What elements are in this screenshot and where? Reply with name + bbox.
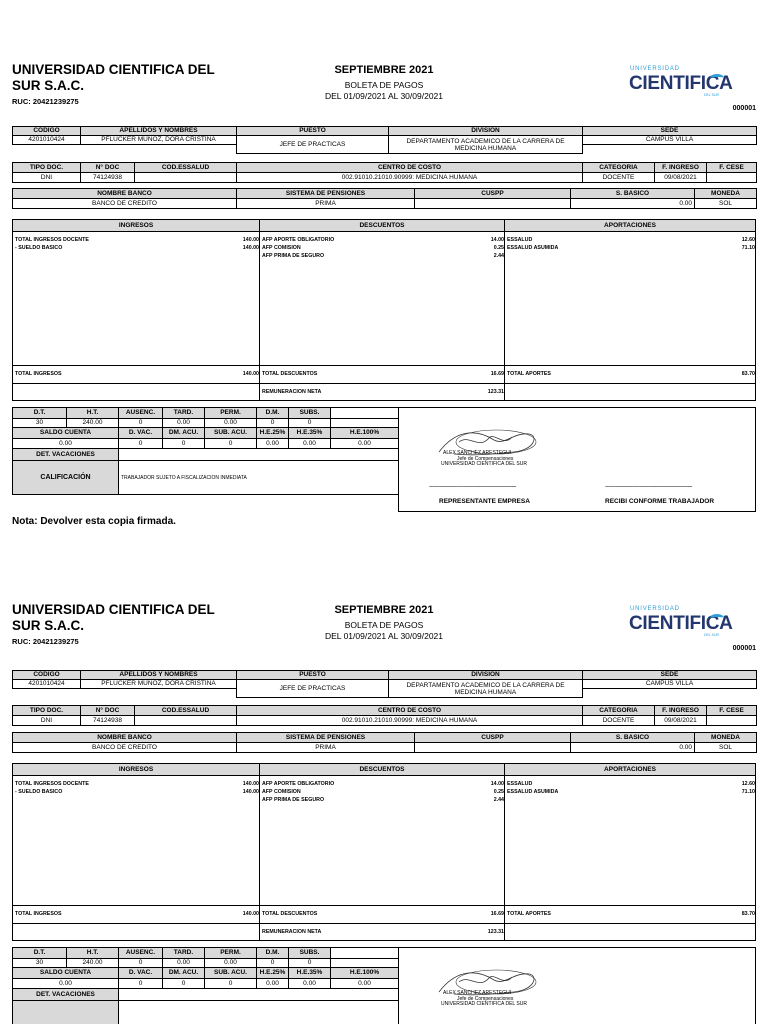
aportaciones-column — [504, 764, 755, 940]
header-he100: H.E.100% — [331, 968, 399, 979]
header-categoria: CATEGORIA — [583, 163, 655, 173]
descuentos-item — [260, 796, 504, 804]
aportaciones-net-blank — [505, 923, 755, 941]
signer-name: ALEX SANCHEZ ARESTEGUI — [443, 990, 512, 996]
item-label: AFP APORTE OBLIGATORIO — [262, 781, 335, 787]
signer-role: Jefe de Compensaciones — [457, 456, 514, 462]
blank-cell — [331, 959, 399, 968]
value-nombres: PFLUCKER MUNOZ, DORA CRISTINA — [81, 136, 237, 145]
university-logo — [622, 598, 752, 640]
header-sede: SEDE — [583, 671, 757, 680]
ingresos-column — [13, 220, 259, 400]
blank-cell — [583, 145, 757, 154]
header-det-vacaciones: DET. VACACIONES — [13, 989, 119, 1001]
ingresos-total — [13, 905, 259, 923]
ingresos-column — [13, 764, 259, 940]
value-sub-acu: 0 — [205, 439, 257, 449]
aportaciones-item — [505, 244, 755, 252]
header-he35: H.E.35% — [289, 968, 331, 979]
header-tard: TARD. — [163, 408, 205, 419]
value-centro-costo: 002.91010.21010.90999: MEDICINA HUMANA — [237, 173, 583, 183]
total-value: 83.70 — [741, 911, 755, 917]
value-tipo-doc: DNI — [13, 716, 81, 726]
payslip-number: 000001 — [732, 105, 756, 112]
company-ruc: RUC: 20421239275 — [12, 637, 79, 646]
descuentos-column — [259, 764, 504, 940]
value-sub-acu: 0 — [205, 979, 257, 989]
total-label: TOTAL INGRESOS — [15, 371, 62, 377]
descuentos-total — [260, 905, 504, 923]
value-cod-essalud — [135, 173, 237, 183]
company-name: UNIVERSIDAD CIENTIFICA DEL SUR S.A.C. — [12, 602, 215, 633]
item-value: 71.10 — [741, 789, 755, 795]
header-codigo: CODIGO — [13, 127, 81, 136]
header-he25: H.E.25% — [257, 428, 289, 439]
header-centro-costo: CENTRO DE COSTO — [237, 163, 583, 173]
blank-cell — [583, 689, 757, 698]
logo-small-text: UNIVERSIDAD — [630, 606, 680, 612]
header-division: DIVISION — [389, 671, 583, 680]
aportaciones-total — [505, 905, 755, 923]
ingresos-title: INGRESOS — [13, 220, 259, 232]
note-text: Nota: Devolver esta copia firmada. — [12, 516, 176, 527]
aportaciones-column — [504, 220, 755, 400]
signature-box — [398, 407, 756, 512]
header-perm: PERM. — [205, 408, 257, 419]
value-num-doc: 74124938 — [81, 716, 135, 726]
signer-name: ALEX SANCHEZ ARESTEGUI — [443, 450, 512, 456]
net-pay-row — [260, 923, 504, 941]
value-puesto: JEFE DE PRACTICAS — [237, 680, 389, 698]
value-he35: 0.00 — [289, 979, 331, 989]
value-det-vacaciones — [119, 989, 399, 1001]
value-subs: 0 — [289, 959, 331, 968]
header-codigo: CODIGO — [13, 671, 81, 680]
total-label: TOTAL DESCUENTOS — [262, 371, 318, 377]
item-value: 71.10 — [741, 245, 755, 251]
blank-cell — [81, 145, 237, 154]
value-codigo: 4201010424 — [13, 680, 81, 689]
employee-info-table — [12, 670, 757, 698]
company-name: UNIVERSIDAD CIENTIFICA DEL SUR S.A.C. — [12, 62, 215, 93]
blank-cell — [81, 689, 237, 698]
ingresos-total — [13, 365, 259, 383]
descuentos-title: DESCUENTOS — [260, 764, 504, 776]
descuentos-item — [260, 236, 504, 244]
blank-cell — [331, 408, 399, 419]
item-label: - SUELDO BASICO — [15, 245, 63, 251]
header-f-ingreso: F. INGRESO — [655, 163, 707, 173]
header-dt: D.T. — [13, 408, 67, 419]
logo-tiny-text: DEL SUR — [704, 633, 720, 637]
value-calificacion: TRABAJADOR SUJETO A FISCALIZACION INMEDIATA — [119, 461, 399, 495]
logo-tiny-text: DEL SUR — [704, 93, 720, 97]
total-label: TOTAL INGRESOS — [15, 911, 62, 917]
value-saldo-cuenta: 0.00 — [13, 439, 119, 449]
value-dm-acu: 0 — [163, 979, 205, 989]
item-label: AFP COMISION — [262, 245, 301, 251]
value-pensiones: PRIMA — [237, 199, 415, 209]
net-label: REMUNERACION NETA — [262, 929, 322, 935]
value-s-basico: 0.00 — [571, 743, 695, 753]
value-f-cese — [707, 173, 757, 183]
value-f-ingreso: 09/08/2021 — [655, 716, 707, 726]
total-label: TOTAL APORTES — [507, 911, 551, 917]
signer-org: UNIVERSIDAD CIENTIFICA DEL SUR — [441, 1001, 527, 1007]
attendance-table — [12, 947, 399, 1024]
value-he25: 0.00 — [257, 979, 289, 989]
header-nombres: APELLIDOS Y NOMBRES — [81, 127, 237, 136]
employer-sign-label: REPRESENTANTE EMPRESA — [439, 498, 530, 505]
header-he100: H.E.100% — [331, 428, 399, 439]
value-puesto: JEFE DE PRACTICAS — [237, 136, 389, 154]
item-label: ESSALUD ASUMIDA — [507, 245, 559, 251]
value-division: DEPARTAMENTO ACADEMICO DE LA CARRERA DE MEDICINA HUMANA — [389, 680, 583, 698]
total-value: 83.70 — [741, 371, 755, 377]
ingresos-net-blank — [13, 923, 259, 941]
document-info-table — [12, 162, 757, 183]
net-label: REMUNERACION NETA — [262, 389, 322, 395]
header-saldo-cuenta: SALDO CUENTA — [13, 968, 119, 979]
descuentos-item — [260, 252, 504, 260]
value-centro-costo: 002.91010.21010.90999: MEDICINA HUMANA — [237, 716, 583, 726]
header-banco: NOMBRE BANCO — [13, 733, 237, 743]
value-perm: 0.00 — [205, 959, 257, 968]
value-division: DEPARTAMENTO ACADEMICO DE LA CARRERA DE MEDICINA HUMANA — [389, 136, 583, 154]
header-cuspp: CUSPP — [415, 189, 571, 199]
header-pensiones: SISTEMA DE PENSIONES — [237, 733, 415, 743]
bank-info-table — [12, 732, 757, 753]
header-moneda: MONEDA — [695, 189, 757, 199]
item-label: ESSALUD ASUMIDA — [507, 789, 559, 795]
value-sede: CAMPUS VILLA — [583, 136, 757, 145]
total-label: TOTAL APORTES — [507, 371, 551, 377]
value-subs: 0 — [289, 419, 331, 428]
value-categoria: DOCENTE — [583, 716, 655, 726]
item-value: 14.00 — [490, 781, 504, 787]
header-ht: H.T. — [67, 408, 119, 419]
header-d-vac: D. VAC. — [119, 428, 163, 439]
value-dm-acu: 0 — [163, 439, 205, 449]
header-f-cese: F. CESE — [707, 706, 757, 716]
value-moneda: SOL — [695, 743, 757, 753]
descuentos-column — [259, 220, 504, 400]
header-s-basico: S. BASICO — [571, 189, 695, 199]
header-cod-essalud: COD.ESSALUD — [135, 706, 237, 716]
header-he25: H.E.25% — [257, 968, 289, 979]
value-dm: 0 — [257, 959, 289, 968]
item-label: AFP PRIMA DE SEGURO — [262, 797, 325, 803]
aportaciones-item — [505, 788, 755, 796]
earnings-deductions-box — [12, 219, 756, 401]
value-dm: 0 — [257, 419, 289, 428]
value-sede: CAMPUS VILLA — [583, 680, 757, 689]
company-ruc: RUC: 20421239275 — [12, 97, 79, 106]
value-f-ingreso: 09/08/2021 — [655, 173, 707, 183]
header-nombres: APELLIDOS Y NOMBRES — [81, 671, 237, 680]
aportaciones-net-blank — [505, 383, 755, 401]
item-label: - SUELDO BASICO — [15, 789, 63, 795]
header-dt: D.T. — [13, 948, 67, 959]
value-ausenc: 0 — [119, 419, 163, 428]
header-banco: NOMBRE BANCO — [13, 189, 237, 199]
payslip-month: SEPTIEMBRE 2021 — [334, 604, 434, 616]
signer-role: Jefe de Compensaciones — [457, 996, 514, 1002]
header-num-doc: N° DOC — [81, 163, 135, 173]
value-he35: 0.00 — [289, 439, 331, 449]
header-moneda: MONEDA — [695, 733, 757, 743]
value-codigo: 4201010424 — [13, 136, 81, 145]
payslip-period: DEL 01/09/2021 AL 30/09/2021 — [325, 631, 443, 641]
value-perm: 0.00 — [205, 419, 257, 428]
logo-big-text: CIENTIFICA — [629, 73, 733, 94]
earnings-deductions-box — [12, 763, 756, 941]
value-cod-essalud — [135, 716, 237, 726]
value-he100: 0.00 — [331, 439, 399, 449]
total-value: 16.69 — [490, 911, 504, 917]
net-pay-row — [260, 383, 504, 401]
blank-cell — [13, 689, 81, 698]
payslip-title: BOLETA DE PAGOS — [344, 620, 424, 630]
value-banco: BANCO DE CREDITO — [13, 199, 237, 209]
ingresos-item — [13, 236, 259, 244]
item-value: 0.25 — [493, 245, 504, 251]
value-det-vacaciones — [119, 449, 399, 461]
header-saldo-cuenta: SALDO CUENTA — [13, 428, 119, 439]
ingresos-net-blank — [13, 383, 259, 401]
header-f-ingreso: F. INGRESO — [655, 706, 707, 716]
item-value: 2.44 — [493, 253, 504, 259]
header-he35: H.E.35% — [289, 428, 331, 439]
item-label: TOTAL INGRESOS DOCENTE — [15, 237, 89, 243]
bank-info-table — [12, 188, 757, 209]
ingresos-item — [13, 780, 259, 788]
net-value: 123.31 — [487, 929, 504, 935]
logo-small-text: UNIVERSIDAD — [630, 66, 680, 72]
header-division: DIVISION — [389, 127, 583, 136]
ingresos-item — [13, 788, 259, 796]
header-sede: SEDE — [583, 127, 757, 136]
item-value: 140.00 — [242, 789, 259, 795]
employee-info-table — [12, 126, 757, 154]
aportaciones-title: APORTACIONES — [505, 764, 755, 776]
header-det-vacaciones: DET. VACACIONES — [13, 449, 119, 461]
signature-line-employer: ---------------------------------------------------------- — [429, 484, 516, 490]
value-pensiones: PRIMA — [237, 743, 415, 753]
item-value: 140.00 — [242, 245, 259, 251]
value-d-vac: 0 — [119, 439, 163, 449]
value-tard: 0.00 — [163, 419, 205, 428]
value-tard: 0.00 — [163, 959, 205, 968]
header-tard: TARD. — [163, 948, 205, 959]
item-label: ESSALUD — [507, 237, 533, 243]
header-calificacion-partial — [13, 1001, 119, 1024]
worker-sign-label: RECIBI CONFORME TRABAJADOR — [605, 498, 715, 505]
value-d-vac: 0 — [119, 979, 163, 989]
descuentos-item — [260, 788, 504, 796]
header-puesto: PUESTO — [237, 671, 389, 680]
ingresos-title: INGRESOS — [13, 764, 259, 776]
aportaciones-item — [505, 236, 755, 244]
header-dm-acu: DM. ACU. — [163, 968, 205, 979]
item-value: 0.25 — [493, 789, 504, 795]
logo-big-text: CIENTIFICA — [629, 613, 733, 634]
total-value: 140.00 — [242, 371, 259, 377]
signature-box — [398, 947, 756, 1024]
value-f-cese — [707, 716, 757, 726]
header-ausenc: AUSENC. — [119, 408, 163, 419]
item-value: 14.00 — [490, 237, 504, 243]
payslip-period: DEL 01/09/2021 AL 30/09/2021 — [325, 91, 443, 101]
header-num-doc: N° DOC — [81, 706, 135, 716]
header-centro-costo: CENTRO DE COSTO — [237, 706, 583, 716]
header-calificacion: CALIFICACIÓN — [13, 461, 119, 495]
header-puesto: PUESTO — [237, 127, 389, 136]
header-dm: D.M. — [257, 948, 289, 959]
blank-cell — [331, 419, 399, 428]
item-value: 140.00 — [242, 237, 259, 243]
header-ausenc: AUSENC. — [119, 948, 163, 959]
total-value: 140.00 — [242, 911, 259, 917]
header-sub-acu: SUB. ACU. — [205, 428, 257, 439]
value-num-doc: 74124938 — [81, 173, 135, 183]
aportaciones-item — [505, 780, 755, 788]
item-value: 140.00 — [242, 781, 259, 787]
attendance-table — [12, 407, 399, 495]
aportaciones-total — [505, 365, 755, 383]
value-ht: 240.00 — [67, 959, 119, 968]
signature-line-worker: ---------------------------------------------------------- — [605, 484, 692, 490]
value-s-basico: 0.00 — [571, 199, 695, 209]
net-value: 123.31 — [487, 389, 504, 395]
header-cod-essalud: COD.ESSALUD — [135, 163, 237, 173]
value-ht: 240.00 — [67, 419, 119, 428]
ingresos-item — [13, 244, 259, 252]
blank-cell — [13, 145, 81, 154]
aportaciones-title: APORTACIONES — [505, 220, 755, 232]
value-he25: 0.00 — [257, 439, 289, 449]
signer-org: UNIVERSIDAD CIENTIFICA DEL SUR — [441, 461, 527, 467]
value-dt: 30 — [13, 419, 67, 428]
item-value: 12.60 — [741, 237, 755, 243]
descuentos-title: DESCUENTOS — [260, 220, 504, 232]
descuentos-total — [260, 365, 504, 383]
payslip-month: SEPTIEMBRE 2021 — [334, 64, 434, 76]
total-value: 16.69 — [490, 371, 504, 377]
header-tipo-doc: TIPO DOC. — [13, 706, 81, 716]
header-perm: PERM. — [205, 948, 257, 959]
header-s-basico: S. BASICO — [571, 733, 695, 743]
header-d-vac: D. VAC. — [119, 968, 163, 979]
value-calificacion-partial — [119, 1001, 399, 1024]
item-value: 12.60 — [741, 781, 755, 787]
header-f-cese: F. CESE — [707, 163, 757, 173]
value-dt: 30 — [13, 959, 67, 968]
university-logo — [622, 58, 752, 100]
header-cuspp: CUSPP — [415, 733, 571, 743]
header-pensiones: SISTEMA DE PENSIONES — [237, 189, 415, 199]
item-label: ESSALUD — [507, 781, 533, 787]
header-dm-acu: DM. ACU. — [163, 428, 205, 439]
value-cuspp — [415, 743, 571, 753]
descuentos-item — [260, 244, 504, 252]
blank-cell — [331, 948, 399, 959]
value-cuspp — [415, 199, 571, 209]
payslip-number: 000001 — [732, 645, 756, 652]
document-info-table — [12, 705, 757, 726]
header-dm: D.M. — [257, 408, 289, 419]
item-label: AFP COMISION — [262, 789, 301, 795]
logo-arc-icon — [710, 74, 724, 82]
payslip-title: BOLETA DE PAGOS — [344, 80, 424, 90]
value-saldo-cuenta: 0.00 — [13, 979, 119, 989]
header-tipo-doc: TIPO DOC. — [13, 163, 81, 173]
header-subs: SUBS. — [289, 408, 331, 419]
item-label: AFP APORTE OBLIGATORIO — [262, 237, 335, 243]
item-label: TOTAL INGRESOS DOCENTE — [15, 781, 89, 787]
item-value: 2.44 — [493, 797, 504, 803]
descuentos-item — [260, 780, 504, 788]
item-label: AFP PRIMA DE SEGURO — [262, 253, 325, 259]
logo-arc-icon — [710, 614, 724, 622]
header-ht: H.T. — [67, 948, 119, 959]
value-ausenc: 0 — [119, 959, 163, 968]
value-nombres: PFLUCKER MUNOZ, DORA CRISTINA — [81, 680, 237, 689]
value-moneda: SOL — [695, 199, 757, 209]
header-sub-acu: SUB. ACU. — [205, 968, 257, 979]
value-tipo-doc: DNI — [13, 173, 81, 183]
value-categoria: DOCENTE — [583, 173, 655, 183]
header-subs: SUBS. — [289, 948, 331, 959]
header-categoria: CATEGORIA — [583, 706, 655, 716]
value-banco: BANCO DE CREDITO — [13, 743, 237, 753]
value-he100: 0.00 — [331, 979, 399, 989]
total-label: TOTAL DESCUENTOS — [262, 911, 318, 917]
